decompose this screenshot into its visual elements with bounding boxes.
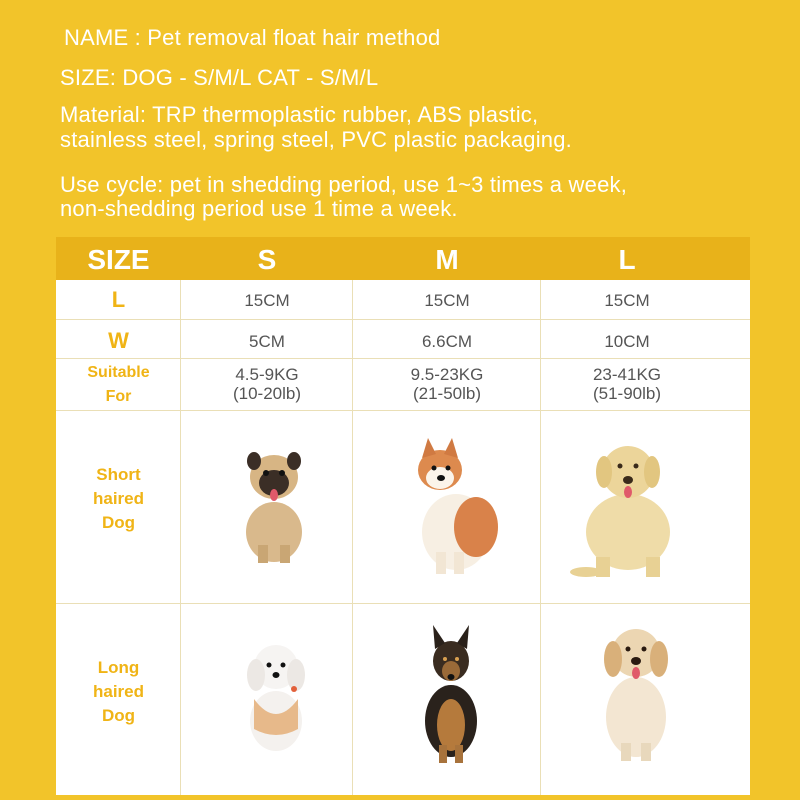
labrador-photo [566,432,691,582]
long-label-line-1: Long [97,658,140,677]
german-shepherd-photo [411,621,491,766]
suitable-label-line-1: Suitable [87,364,150,381]
width-s: 5CM [249,332,285,351]
header-m: M [435,244,459,275]
width-m: 6.6CM [421,332,473,351]
length-l: 15CM [604,291,650,310]
info-panel [0,0,800,235]
golden-retriever-photo [591,615,681,765]
use-cycle-line-2: non-shedding period use 1 time a week. [60,196,458,221]
header-size: SIZE [87,244,150,275]
width-l: 10CM [604,332,650,351]
shiba-photo [406,432,506,577]
short-label-line-3: Dog [101,513,136,532]
suitable-s-kg: 4.5-9KG [235,365,299,384]
table-header [56,237,750,280]
size-table [56,237,750,795]
grid-divider [56,603,750,604]
maltese-photo [236,629,316,759]
long-label-line-2: haired [92,682,145,701]
suitable-l-kg: 23-41KG [592,365,662,384]
material-line-1: Material: TRP thermoplastic rubber, ABS plastic, [60,102,539,127]
grid-divider [56,358,750,359]
row-label-short-haired [56,463,181,535]
length-s: 15CM [244,291,290,310]
suitable-s-lb: (10-20lb) [232,384,302,403]
use-cycle-line-1: Use cycle: pet in shedding period, use 1~3 times a week, [60,172,628,197]
suitable-label-line-2: For [105,388,132,405]
grid-divider [56,319,750,320]
row-label-length: L [111,287,126,312]
long-label-line-3: Dog [101,706,136,725]
length-m: 15CM [424,291,470,310]
row-label-long-haired [56,656,181,728]
suitable-l-lb: (51-90lb) [592,384,662,403]
header-s: S [257,244,277,275]
suitable-m-lb: (21-50lb) [412,384,482,403]
material-line-2: stainless steel, spring steel, PVC plastic packaging. [60,127,572,152]
suitable-s [181,365,353,403]
size-line: SIZE: DOG - S/M/L CAT - S/M/L [60,65,379,90]
suitable-l [541,365,713,403]
suitable-m-kg: 9.5-23KG [410,365,484,384]
row-label-width: W [108,328,129,353]
short-label-line-1: Short [96,465,141,484]
row-label-suitable [56,361,181,409]
name-line: NAME : Pet removal float hair method [64,25,441,50]
grid-divider [56,410,750,411]
short-label-line-2: haired [92,489,145,508]
suitable-m [353,365,541,403]
header-l: L [618,244,636,275]
pug-photo [234,437,314,567]
